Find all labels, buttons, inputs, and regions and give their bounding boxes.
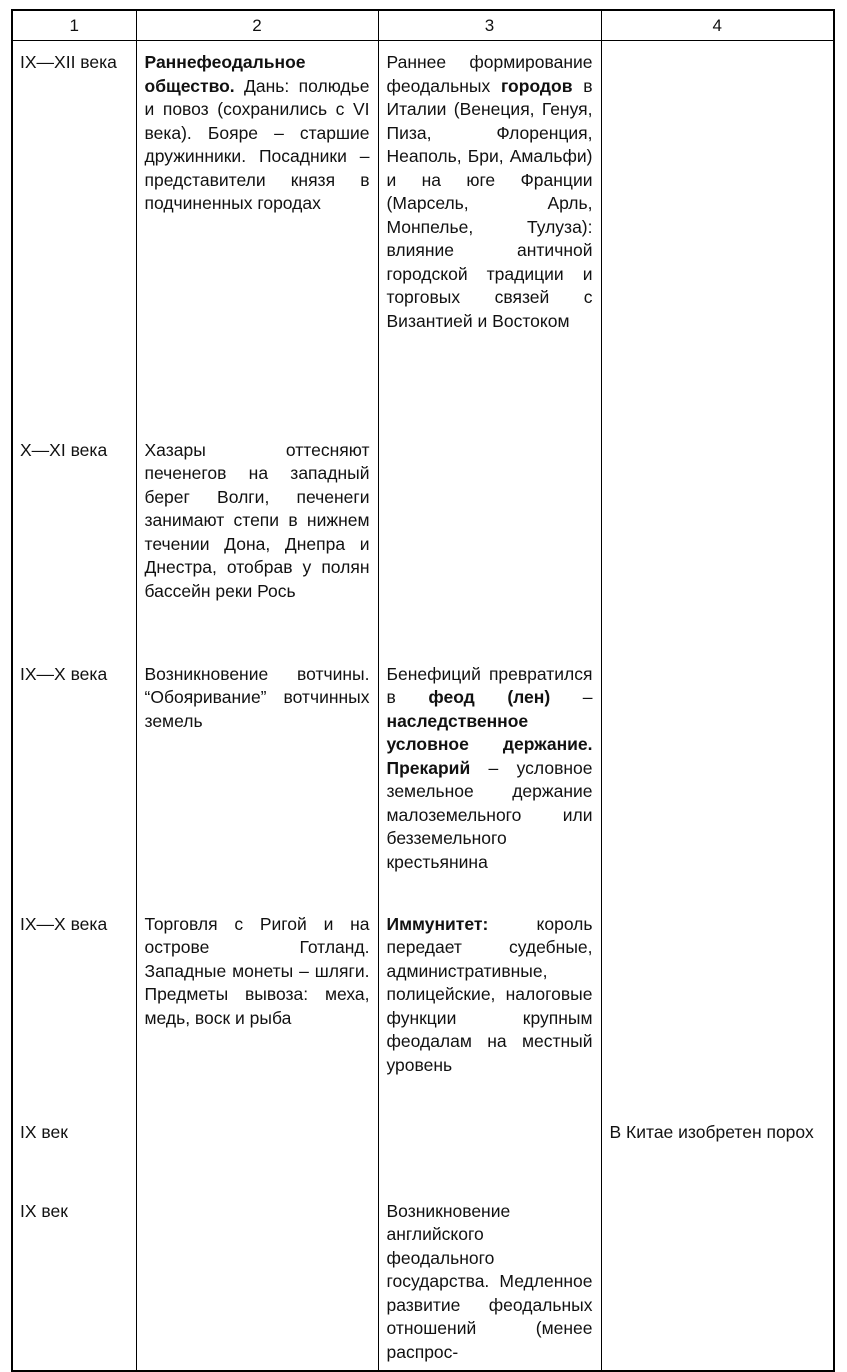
- europe-event-cell: [378, 903, 601, 1111]
- table-row: [12, 903, 834, 1111]
- russia-event-cell: [136, 41, 378, 429]
- header-col-4: 4: [601, 10, 834, 41]
- period-cell: IX век: [12, 1111, 136, 1190]
- header-col-2: 2: [136, 10, 378, 41]
- term-bold: Раннефеодальное общество.: [144, 52, 306, 96]
- world-event-cell: [601, 653, 834, 903]
- term-bold: городов: [501, 75, 573, 96]
- europe-event-cell: [378, 1111, 601, 1190]
- header-col-1: 1: [12, 10, 136, 41]
- text-segment: – условное земельное держание малоземельного или безземельного крестьянина: [386, 757, 593, 872]
- text-segment: Бенефиций превратился в: [386, 663, 593, 707]
- header-row: [12, 10, 834, 41]
- text-segment: король передает судебные, административные, полицейские, налоговые функции крупным феодалам на местный уровень: [386, 913, 593, 1075]
- world-event-cell: [601, 1190, 834, 1372]
- russia-event-cell: [136, 903, 378, 1111]
- text-segment: Возникновение английского феодального государства. Медленное развитие феодальных отношений (менее распрос-: [386, 1200, 593, 1362]
- term-bold: наследственное условное держание. Прекарий: [386, 710, 593, 778]
- text-segment: Раннее формирование феодальных: [386, 52, 593, 96]
- chronology-table: [11, 9, 835, 1372]
- europe-event-cell: [378, 41, 601, 429]
- table-row: [12, 1111, 834, 1190]
- period-cell: X—XI века: [12, 429, 136, 653]
- table-row: [12, 1190, 834, 1372]
- table-row: [12, 429, 834, 653]
- period-cell: IX—X века: [12, 653, 136, 903]
- text-segment: Хазары оттесняют печенегов на западный берег Волги, печенеги занимают степи в нижнем течении Дона, Днепра и Днестра, отобрав у полян бассейн реки Рось: [144, 439, 370, 601]
- term-bold: феод (лен): [428, 687, 551, 707]
- europe-event-cell: [378, 429, 601, 653]
- text-segment: –: [550, 687, 593, 707]
- term-bold: Иммунитет:: [386, 913, 489, 934]
- world-event-cell: [601, 1111, 834, 1190]
- europe-event-cell: [378, 653, 601, 903]
- world-event-cell: [601, 41, 834, 429]
- text-segment: Торговля с Ригой и на острове Готланд. Западные монеты – шляги. Предметы вывоза: меха, медь, воск и рыба: [144, 913, 370, 1028]
- text-segment: Возникновение вотчины. “Обояривание” вотчинных земель: [144, 663, 370, 731]
- table-row: [12, 41, 834, 429]
- russia-event-cell: [136, 1111, 378, 1190]
- russia-event-cell: [136, 429, 378, 653]
- text-segment: В Китае изобретен порох: [609, 1121, 814, 1142]
- header-col-3: 3: [378, 10, 601, 41]
- period-cell: IX век: [12, 1190, 136, 1372]
- russia-event-cell: [136, 653, 378, 903]
- world-event-cell: [601, 903, 834, 1111]
- europe-event-cell: [378, 1190, 601, 1372]
- table-row: [12, 653, 834, 903]
- text-segment: в Италии (Венеция, Генуя, Пиза, Флоренция, Неаполь, Бри, Амальфи) и на юге Франции (Марсель, Арль, Монпелье, Тулуза): влияние античной городской традиции и торговых связей с Византией и Востоком: [386, 75, 593, 331]
- period-cell: IX—XII века: [12, 41, 136, 429]
- world-event-cell: [601, 429, 834, 653]
- russia-event-cell: [136, 1190, 378, 1372]
- period-cell: IX—X века: [12, 903, 136, 1111]
- chronology-table-page: [11, 9, 833, 1372]
- text-segment: Дань: полюдье и повоз (сохранились с VI века). Бояре – старшие дружинники. Посадники – представители князя в подчиненных городах: [144, 75, 370, 213]
